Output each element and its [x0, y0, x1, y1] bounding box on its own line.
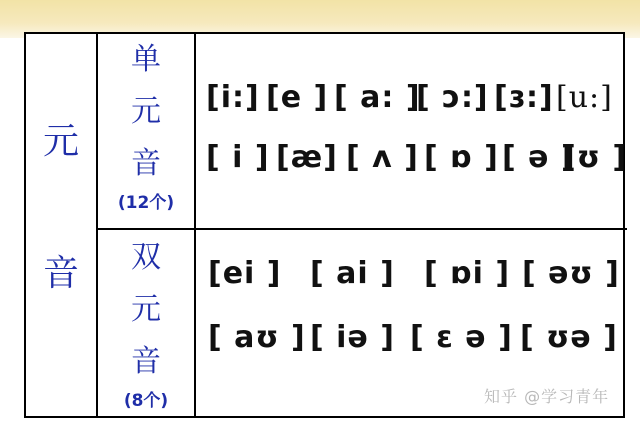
ipa-symbol: [ ai ] [310, 256, 395, 291]
ipa-symbol: [ iə ] [310, 320, 395, 355]
ipa-symbol: [ ɛ ə ] [410, 320, 513, 355]
monophthong-label-char-2: 元 [131, 94, 161, 129]
ipa-symbol: [e ] [266, 80, 329, 115]
watermark: 知乎 @学习青年 [484, 387, 610, 406]
ipa-symbol: [ a: ] [334, 80, 421, 115]
ipa-symbol: [ʊ ] [562, 140, 628, 175]
ipa-symbol: [ ʊə ] [520, 320, 618, 355]
ipa-symbol: [ ə ] [502, 140, 576, 175]
ipa-symbol: [æ] [276, 140, 338, 175]
ipa-symbol: [ i ] [206, 140, 270, 175]
divider-col-2 [194, 34, 196, 416]
diphthong-label-char-1: 双 [131, 240, 161, 275]
ipa-symbol: [ɜ:] [494, 80, 554, 115]
ipa-symbol: [ ɒi ] [424, 256, 511, 291]
diphthong-count: (8个) [123, 391, 169, 411]
ipa-symbol: [ ʌ ] [346, 140, 419, 175]
ipa-symbol: [u:] [556, 80, 613, 115]
ipa-symbol: [ei ] [208, 256, 282, 291]
vowel-table [24, 32, 628, 418]
monophthong-count: (12个) [117, 193, 175, 213]
diphthong-label-char-3: 音 [131, 344, 161, 379]
monophthong-label [98, 34, 194, 216]
main-label-yin: 音 [42, 253, 79, 294]
monophthong-label-char-1: 单 [131, 42, 161, 77]
ipa-symbol: [ aʊ ] [208, 320, 306, 355]
ipa-symbol: [ əʊ ] [522, 256, 620, 291]
divider-row [96, 228, 627, 230]
diphthong-label-char-2: 元 [131, 292, 161, 327]
monophthong-label-char-3: 音 [131, 146, 161, 181]
diphthong-label [98, 232, 194, 414]
ipa-symbol: [ ɔ:] [416, 80, 489, 115]
main-label-yuan: 元 [42, 121, 79, 162]
ipa-symbol: [ ɒ ] [424, 140, 499, 175]
ipa-symbol: [i:] [206, 80, 260, 115]
